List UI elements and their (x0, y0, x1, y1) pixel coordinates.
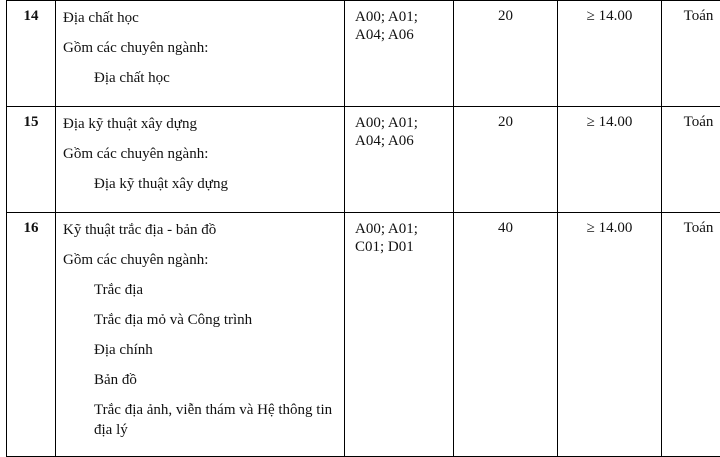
table-row (7, 213, 720, 457)
min-score: ≥ 14.00 (558, 213, 662, 457)
combination-line: C01; D01 (355, 238, 453, 256)
row-number: 14 (7, 1, 56, 107)
subject-combinations (345, 1, 454, 107)
main-subject: Toán (662, 107, 720, 213)
major-cell (56, 1, 345, 107)
specialization-label: Gồm các chuyên ngành: (63, 35, 344, 65)
min-score: ≥ 14.00 (558, 107, 662, 213)
table-row (7, 1, 720, 107)
specialization-item: Địa chính (63, 337, 344, 367)
main-subject: Toán (662, 213, 720, 457)
specialization-item: Trắc địa ảnh, viễn thám và Hệ thông tin địa lý (63, 397, 344, 440)
specialization-label: Gồm các chuyên ngành: (63, 247, 344, 277)
admissions-table (6, 0, 720, 457)
major-name: Địa chất học (63, 5, 344, 35)
subject-combinations (345, 213, 454, 457)
specialization-item: Địa kỹ thuật xây dựng (63, 171, 344, 201)
specialization-item: Bản đồ (63, 367, 344, 397)
specialization-item: Trắc địa mỏ và Công trình (63, 307, 344, 337)
table-row (7, 107, 720, 213)
specialization-label: Gồm các chuyên ngành: (63, 141, 344, 171)
combination-line: A00; A01; (355, 8, 453, 26)
row-number: 16 (7, 213, 56, 457)
combination-line: A04; A06 (355, 26, 453, 44)
min-score: ≥ 14.00 (558, 1, 662, 107)
specialization-item: Địa chất học (63, 65, 344, 95)
row-number: 15 (7, 107, 56, 213)
combination-line: A00; A01; (355, 220, 453, 238)
major-name: Kỹ thuật trắc địa - bản đồ (63, 217, 344, 247)
main-subject: Toán (662, 1, 720, 107)
specialization-item: Trắc địa (63, 277, 344, 307)
quota: 40 (454, 213, 558, 457)
major-cell (56, 107, 345, 213)
quota: 20 (454, 1, 558, 107)
combination-line: A04; A06 (355, 132, 453, 150)
major-cell (56, 213, 345, 457)
quota: 20 (454, 107, 558, 213)
major-name: Địa kỹ thuật xây dựng (63, 111, 344, 141)
combination-line: A00; A01; (355, 114, 453, 132)
subject-combinations (345, 107, 454, 213)
